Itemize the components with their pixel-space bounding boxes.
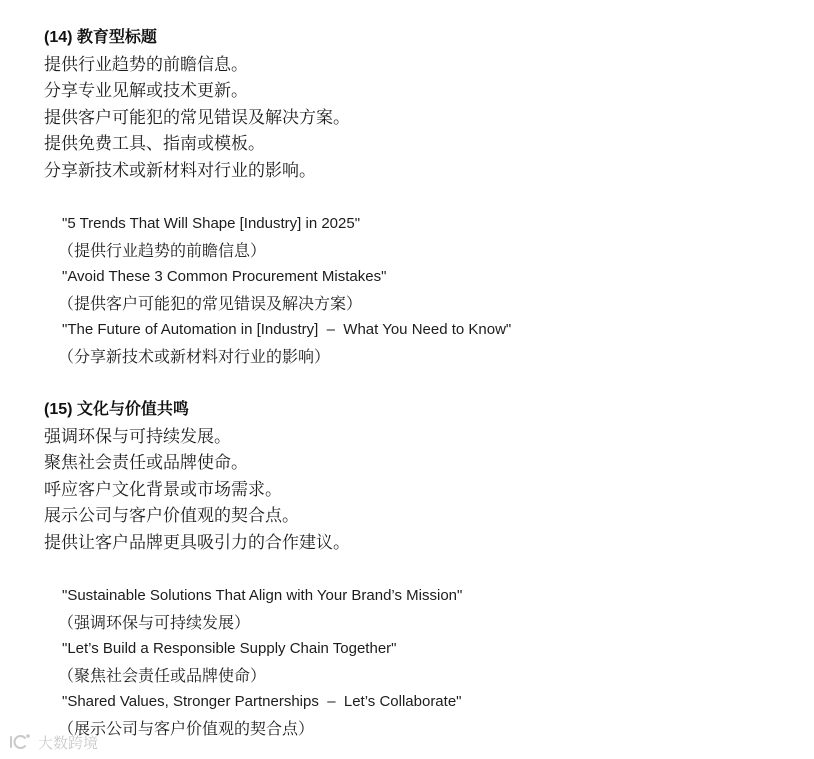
example-title: "5 Trends That Will Shape [Industry] in 2025" (62, 215, 361, 233)
point-item: 呼应客户文化背景或市场需求。 (44, 479, 282, 500)
example-title: "Sustainable Solutions That Align with Your Brand’s Mission" (62, 587, 463, 605)
example-list (58, 211, 804, 370)
point-item: 聚焦社会责任或品牌使命。 (44, 453, 248, 474)
watermark-text: 大数跨境 (38, 733, 99, 752)
document-page (44, 25, 804, 743)
example-note: （聚焦社会责任或品牌使命） (58, 665, 267, 685)
example-note: （提供行业趋势的前瞻信息） (58, 240, 267, 260)
example-note: （展示公司与客户价值观的契合点） (58, 719, 315, 739)
section-culture-values (44, 397, 804, 743)
example-title: "Shared Values, Stronger Partnerships – Let’s Collaborate" (62, 693, 462, 711)
example-title: "Let’s Build a Responsible Supply Chain Together" (62, 640, 397, 658)
point-item: 提供免费工具、指南或模板。 (44, 134, 265, 155)
point-item: 分享新技术或新材料对行业的影响。 (44, 160, 316, 181)
example-note: （提供客户可能犯的常见错误及解决方案） (58, 293, 363, 313)
point-item: 提供行业趋势的前瞻信息。 (44, 54, 248, 75)
example-note: （分享新技术或新材料对行业的影响） (58, 346, 331, 366)
example-title: "The Future of Automation in [Industry] – What You Need to Know" (62, 321, 512, 339)
example-list (58, 583, 804, 742)
example-note: （强调环保与可持续发展） (58, 612, 251, 632)
watermark-logo-icon (8, 732, 32, 752)
section-heading: (14) 教育型标题 (44, 29, 157, 46)
section-heading: (15) 文化与价值共鸣 (44, 401, 189, 419)
point-item: 强调环保与可持续发展。 (44, 426, 231, 447)
point-item: 展示公司与客户价值观的契合点。 (44, 506, 299, 527)
point-item: 分享专业见解或技术更新。 (44, 81, 248, 102)
section-educational-titles (44, 25, 804, 371)
point-item: 提供让客户品牌更具吸引力的合作建议。 (44, 532, 350, 553)
example-title: "Avoid These 3 Common Procurement Mistakes" (62, 268, 387, 286)
point-item: 提供客户可能犯的常见错误及解决方案。 (44, 107, 350, 128)
